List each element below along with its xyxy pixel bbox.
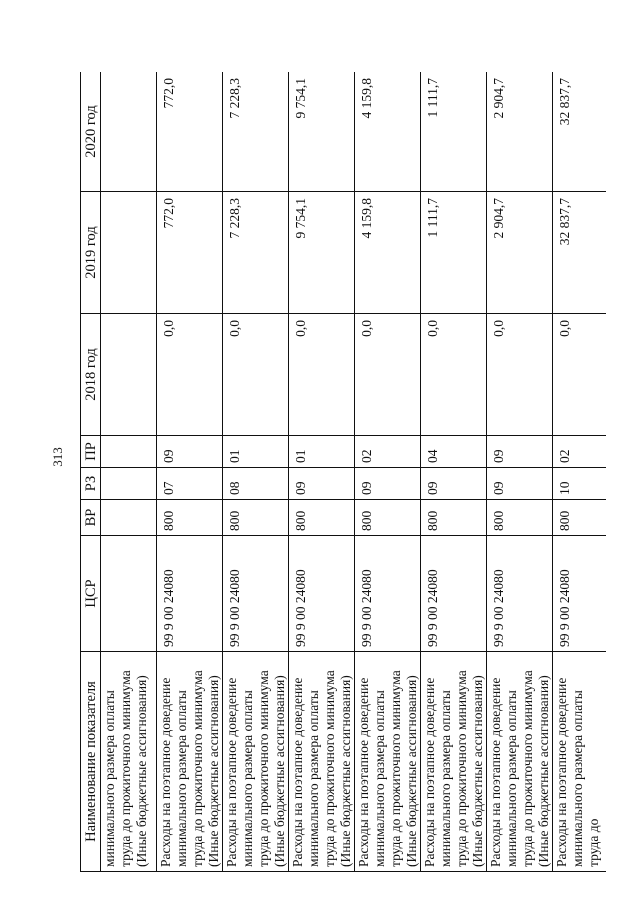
cell-vr (101, 500, 157, 536)
header-2020: 2020 год (81, 72, 101, 192)
cell-csr: 99 9 00 24080 (553, 536, 607, 652)
cell-name: минимального размера оплаты труда до прожиточного минимума (Иные бюджетные ассигнования) (101, 652, 157, 872)
table-row (223, 72, 289, 872)
cell-2018: 0,0 (157, 314, 223, 436)
cell-pr: 01 (223, 436, 289, 468)
cell-2018: 0,0 (553, 314, 607, 436)
document-page (80, 72, 606, 872)
cell-pr: 04 (421, 436, 487, 468)
cell-csr (101, 536, 157, 652)
cell-2020: 4 159,8 (355, 72, 421, 192)
cell-name: Расходы на поэтапное доведение минимального размера оплаты труда до прожиточного минимума (Иные бюджетные ассигнования) (421, 652, 487, 872)
cell-2020: 9 754,1 (289, 72, 355, 192)
cell-csr: 99 9 00 24080 (289, 536, 355, 652)
header-csr: ЦСР (81, 536, 101, 652)
cell-csr: 99 9 00 24080 (421, 536, 487, 652)
cell-csr: 99 9 00 24080 (355, 536, 421, 652)
cell-2019: 9 754,1 (289, 192, 355, 314)
cell-csr: 99 9 00 24080 (487, 536, 553, 652)
cell-pr: 02 (553, 436, 607, 468)
cell-name: Расходы на поэтапное доведение минимального размера оплаты труда до прожиточного минимума (Иные бюджетные ассигнования) (289, 652, 355, 872)
cell-vr: 800 (487, 500, 553, 536)
cell-rz: 09 (487, 468, 553, 500)
header-vr: ВР (81, 500, 101, 536)
cell-2019 (101, 192, 157, 314)
cell-rz: 09 (421, 468, 487, 500)
cell-vr: 800 (223, 500, 289, 536)
cell-2019: 2 904,7 (487, 192, 553, 314)
cell-name: Расходы на поэтапное доведение минимального размера оплаты труда до прожиточного минимума (Иные бюджетные ассигнования) (487, 652, 553, 872)
table-row (553, 72, 607, 872)
table-row (355, 72, 421, 872)
cell-vr: 800 (421, 500, 487, 536)
page-number: 313 (50, 447, 65, 467)
table-header-row (81, 72, 101, 872)
cell-rz (101, 468, 157, 500)
cell-rz: 07 (157, 468, 223, 500)
cell-vr: 800 (355, 500, 421, 536)
cell-csr: 99 9 00 24080 (157, 536, 223, 652)
cell-pr: 01 (289, 436, 355, 468)
cell-vr: 800 (553, 500, 607, 536)
cell-2018: 0,0 (487, 314, 553, 436)
cell-2020: 7 228,3 (223, 72, 289, 192)
cell-rz: 09 (289, 468, 355, 500)
cell-rz: 10 (553, 468, 607, 500)
cell-vr: 800 (157, 500, 223, 536)
cell-2018: 0,0 (355, 314, 421, 436)
budget-table (80, 72, 606, 872)
cell-vr: 800 (289, 500, 355, 536)
cell-2020: 772,0 (157, 72, 223, 192)
cell-name: Расходы на поэтапное доведение минимального размера оплаты труда до (553, 652, 607, 872)
cell-2019: 4 159,8 (355, 192, 421, 314)
cell-csr: 99 9 00 24080 (223, 536, 289, 652)
cell-2018: 0,0 (421, 314, 487, 436)
cell-2020: 1 111,7 (421, 72, 487, 192)
cell-pr: 09 (157, 436, 223, 468)
cell-2019: 772,0 (157, 192, 223, 314)
cell-2019: 1 111,7 (421, 192, 487, 314)
header-name: Наименование показателя (81, 652, 101, 872)
cell-pr: 09 (487, 436, 553, 468)
table-row (421, 72, 487, 872)
cell-2019: 7 228,3 (223, 192, 289, 314)
table-row (487, 72, 553, 872)
cell-2019: 32 837,7 (553, 192, 607, 314)
cell-2018 (101, 314, 157, 436)
cell-pr (101, 436, 157, 468)
cell-name: Расходы на поэтапное доведение минимального размера оплаты труда до прожиточного минимума (Иные бюджетные ассигнования) (355, 652, 421, 872)
cell-2020: 2 904,7 (487, 72, 553, 192)
cell-name: Расходы на поэтапное доведение минимального размера оплаты труда до прожиточного минимума (Иные бюджетные ассигнования) (223, 652, 289, 872)
cell-name: Расходы на поэтапное доведение минимального размера оплаты труда до прожиточного минимума (Иные бюджетные ассигнования) (157, 652, 223, 872)
header-2018: 2018 год (81, 314, 101, 436)
rotated-table-container (80, 72, 606, 872)
table-row (157, 72, 223, 872)
cell-2020: 32 837,7 (553, 72, 607, 192)
header-2019: 2019 год (81, 192, 101, 314)
cell-rz: 08 (223, 468, 289, 500)
header-pr: ПР (81, 436, 101, 468)
table-row (101, 72, 157, 872)
table-row (289, 72, 355, 872)
cell-2020 (101, 72, 157, 192)
header-rz: РЗ (81, 468, 101, 500)
cell-pr: 02 (355, 436, 421, 468)
cell-2018: 0,0 (223, 314, 289, 436)
cell-2018: 0,0 (289, 314, 355, 436)
cell-rz: 09 (355, 468, 421, 500)
